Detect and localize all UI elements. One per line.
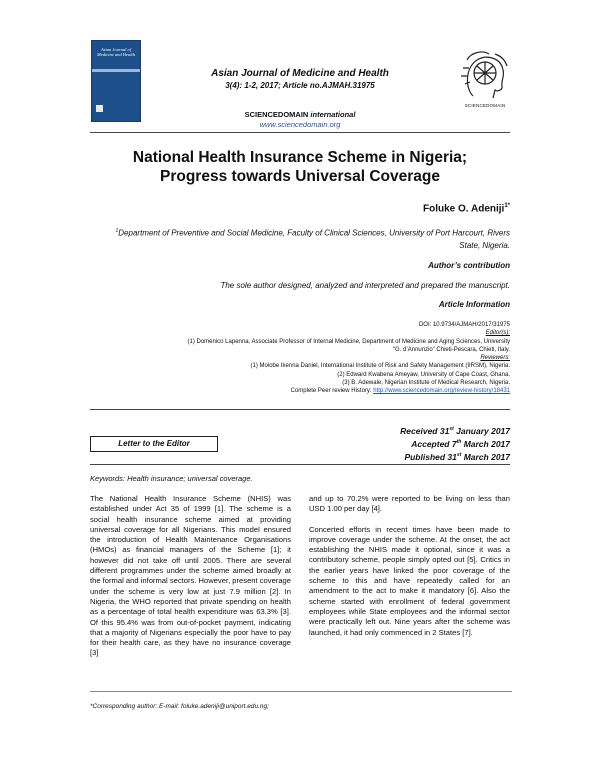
review-history-link[interactable]: http://www.sciencedomain.org/review-history/18431 [373, 388, 510, 395]
article-dates [400, 424, 510, 462]
cover-band [92, 69, 140, 72]
header-divider [90, 132, 510, 133]
published-date [400, 450, 510, 463]
body-paragraph: The National Health Insurance Scheme (NHIS) was established under Act 35 of 1999 [1]. The scheme is a social health insurance scheme aimed at providing universal coverage for all Nigerians. This model ensured the introduction of Health Maintenance Organisations (HMOs) as financial managers of the Scheme [1]; it however did not take off until 2005. There are several different programmes under the scheme aimed broadly at the formal and informal sectors. However, present coverage under the scheme is very low at just 7.9 million [2]. In Nigeria, the WHO reported that private spending on health as a percentage of total health expenditure was 63.3% [3]. Of this 95.4% was from out-of-pocket payment, indicating that a majority of Nigerians especially the poor have to pay for their health care, as they have no insurance coverage [3] [90, 494, 291, 658]
editors-heading: Editor(s): [485, 330, 510, 337]
journal-cover-thumbnail [91, 40, 141, 122]
accepted-sup: th [456, 438, 462, 445]
published-sup: st [456, 451, 462, 458]
accepted-post: March 2017 [461, 438, 510, 449]
author-name: Foluke O. Adeniji [423, 203, 505, 215]
article-type-box: Letter to the Editor [90, 436, 218, 452]
cover-title: Asian Journal of Medicine and Health [97, 47, 135, 57]
article-info [70, 321, 510, 396]
author [423, 203, 510, 214]
body-paragraph: and up to 70.2% were reported to be living on less than USD 1.00 per day [4]. [309, 494, 510, 514]
publisher-suffix: international [308, 110, 356, 119]
affiliation [110, 225, 510, 252]
accepted-pre: Accepted 7 [411, 438, 457, 449]
corresponding-author-footnote: *Corresponding author: E-mail: foluke.adeniji@uniport.edu.ng; [90, 703, 269, 710]
publisher-name [150, 110, 450, 119]
doi: DOI: 10.9734/AJMAH/2017/31975 [418, 322, 510, 328]
review-history [70, 387, 510, 395]
accepted-date [400, 437, 510, 450]
article-info-heading: Article Information [438, 300, 510, 309]
contribution-heading: Author’s contribution [428, 261, 510, 270]
publisher-label: SCIENCEDOMAIN [244, 110, 309, 119]
published-pre: Published 31 [404, 451, 457, 462]
received-sup: st [449, 426, 454, 432]
publisher-logo-icon [455, 46, 515, 106]
received-post: January 2017 [453, 425, 510, 436]
editor-1: (1) Domenico Lapenna, Associate Professor of Internal Medicine, Department of Medicine and Aging Sciences, University [187, 338, 510, 345]
contribution-text: The sole author designed, analyzed and interpreted and prepared the manuscript. [220, 281, 510, 290]
title-line-2: Progress towards Universal Coverage [160, 168, 440, 185]
reviewer-2: (2) Edward Kwabena Ameyaw, University of Cape Coast, Ghana. [337, 371, 510, 378]
dates-divider [90, 464, 510, 465]
body-column-right [309, 494, 510, 648]
paper-title [80, 148, 520, 186]
publisher-website[interactable]: www.sciencedomain.org [259, 120, 341, 129]
info-divider [90, 409, 510, 410]
reviewer-1: (1) Molobe Ikenna Daniel, International Institute of Risk and Safety Management (IIRSM), Nigeria. [250, 363, 510, 370]
logo-caption: SCIENCEDOMAIN [464, 103, 506, 108]
body-column-left [90, 494, 291, 669]
received-pre: Received 31 [400, 425, 450, 436]
journal-name: Asian Journal of Medicine and Health [211, 68, 389, 79]
title-line-1: National Health Insurance Scheme in Nigeria; [132, 149, 468, 166]
received-date [400, 424, 510, 437]
cover-square [96, 105, 103, 112]
author-sup: 1* [504, 203, 510, 209]
journal-issue: 3(4): 1-2, 2017; Article no.AJMAH.31975 [225, 81, 375, 90]
keywords: Keywords: Health insurance; universal coverage. [90, 474, 253, 483]
published-post: March 2017 [461, 451, 510, 462]
footnote-divider [90, 691, 512, 692]
review-history-label: Complete Peer review History: [290, 388, 374, 395]
affiliation-sup: 1 [115, 228, 119, 234]
reviewer-3: (3) B. Adewale, Nigerian Institute of Medical Research, Nigeria. [342, 380, 510, 387]
editor-1-cont: “G. d’Annunzio” Chieti-Pescara, Chieti, Italy. [393, 346, 510, 353]
body-paragraph: Concerted efforts in recent times have been made to improve coverage under the scheme. At the onset, the act establishing the NHIS made it optional, since it was a contributory scheme, people simply opted out [5]. Critics in the earlier years have linked the poor coverage of the scheme to this and have repeatedly called for an amendment to the act to make it mandatory [6]. Also the scheme started with enrollment of federal government employees while State employees and the informal sector were practically left out. Nine years after the scheme was launched, it had only commenced in 2 States [7]. [309, 524, 510, 637]
reviewers-heading: Reviewers: [480, 355, 510, 362]
affiliation-text: Department of Preventive and Social Medicine, Faculty of Clinical Sciences, University of Port Harcourt, Rivers State, Nigeria. [118, 228, 510, 250]
